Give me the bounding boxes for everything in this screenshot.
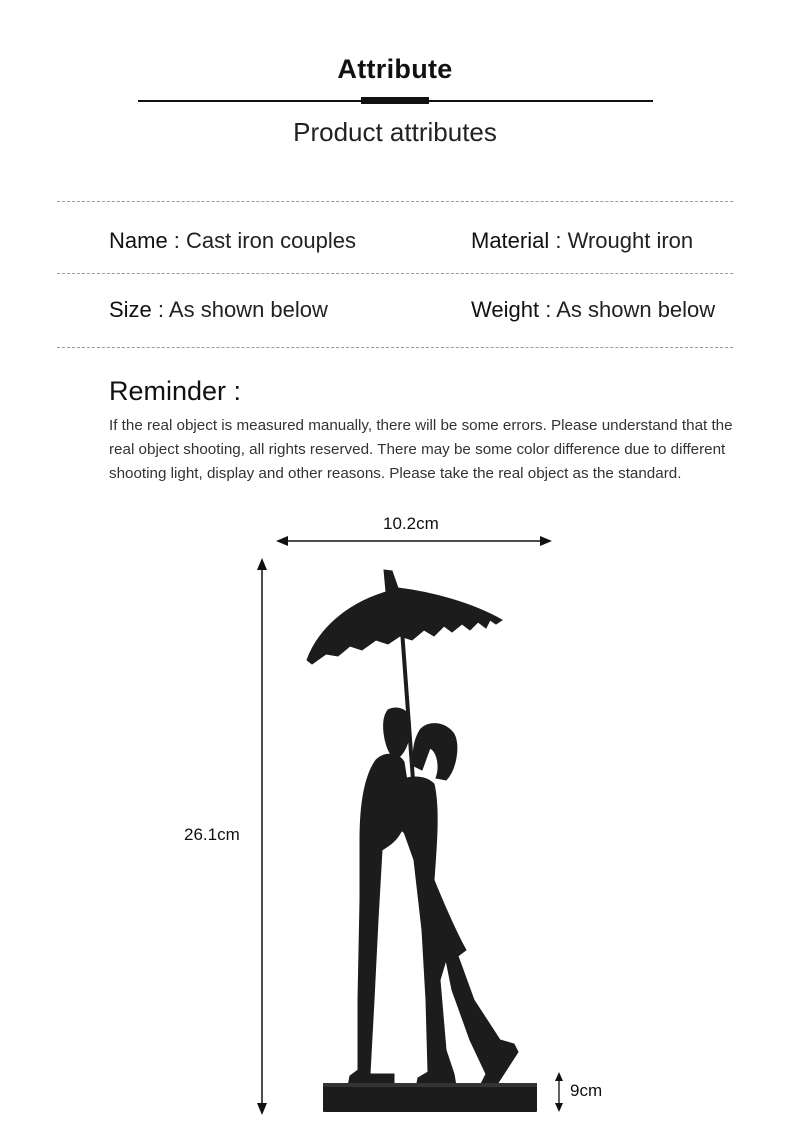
width-arrow	[276, 536, 552, 546]
attribute-label: Name	[109, 228, 168, 253]
attribute-value: Wrought iron	[567, 228, 694, 253]
page-subtitle: Product attributes	[293, 117, 497, 147]
reminder-title: Reminder :	[109, 376, 242, 406]
attribute-label: Weight	[471, 297, 540, 322]
attribute-value: Cast iron couples	[186, 228, 357, 253]
reminder-text: If the real object is measured manually, there will be some errors. Please understand that the real object shooting, all rights reserved. There may be some color difference due to different shooting light, display and other reasons. Please take the real object as the standard.	[109, 417, 733, 482]
depth-arrow	[555, 1072, 563, 1112]
height-arrow	[257, 558, 267, 1115]
depth-dimension-label: 9cm	[570, 1081, 603, 1100]
attribute-size: Size : As shown below	[109, 297, 328, 322]
attribute-name: Name : Cast iron couples	[109, 228, 357, 253]
attribute-value: As shown below	[168, 297, 328, 322]
couple-figure	[307, 570, 537, 1112]
attribute-weight: Weight : As shown below	[471, 297, 716, 322]
page-title: Attribute	[337, 54, 453, 84]
attribute-material: Material : Wrought iron	[471, 228, 694, 253]
width-dimension-label: 10.2cm	[383, 514, 439, 533]
attribute-label: Material	[471, 228, 550, 253]
attribute-label: Size	[109, 297, 152, 322]
attribute-value: As shown below	[556, 297, 716, 322]
height-dimension-label: 26.1cm	[184, 825, 240, 844]
